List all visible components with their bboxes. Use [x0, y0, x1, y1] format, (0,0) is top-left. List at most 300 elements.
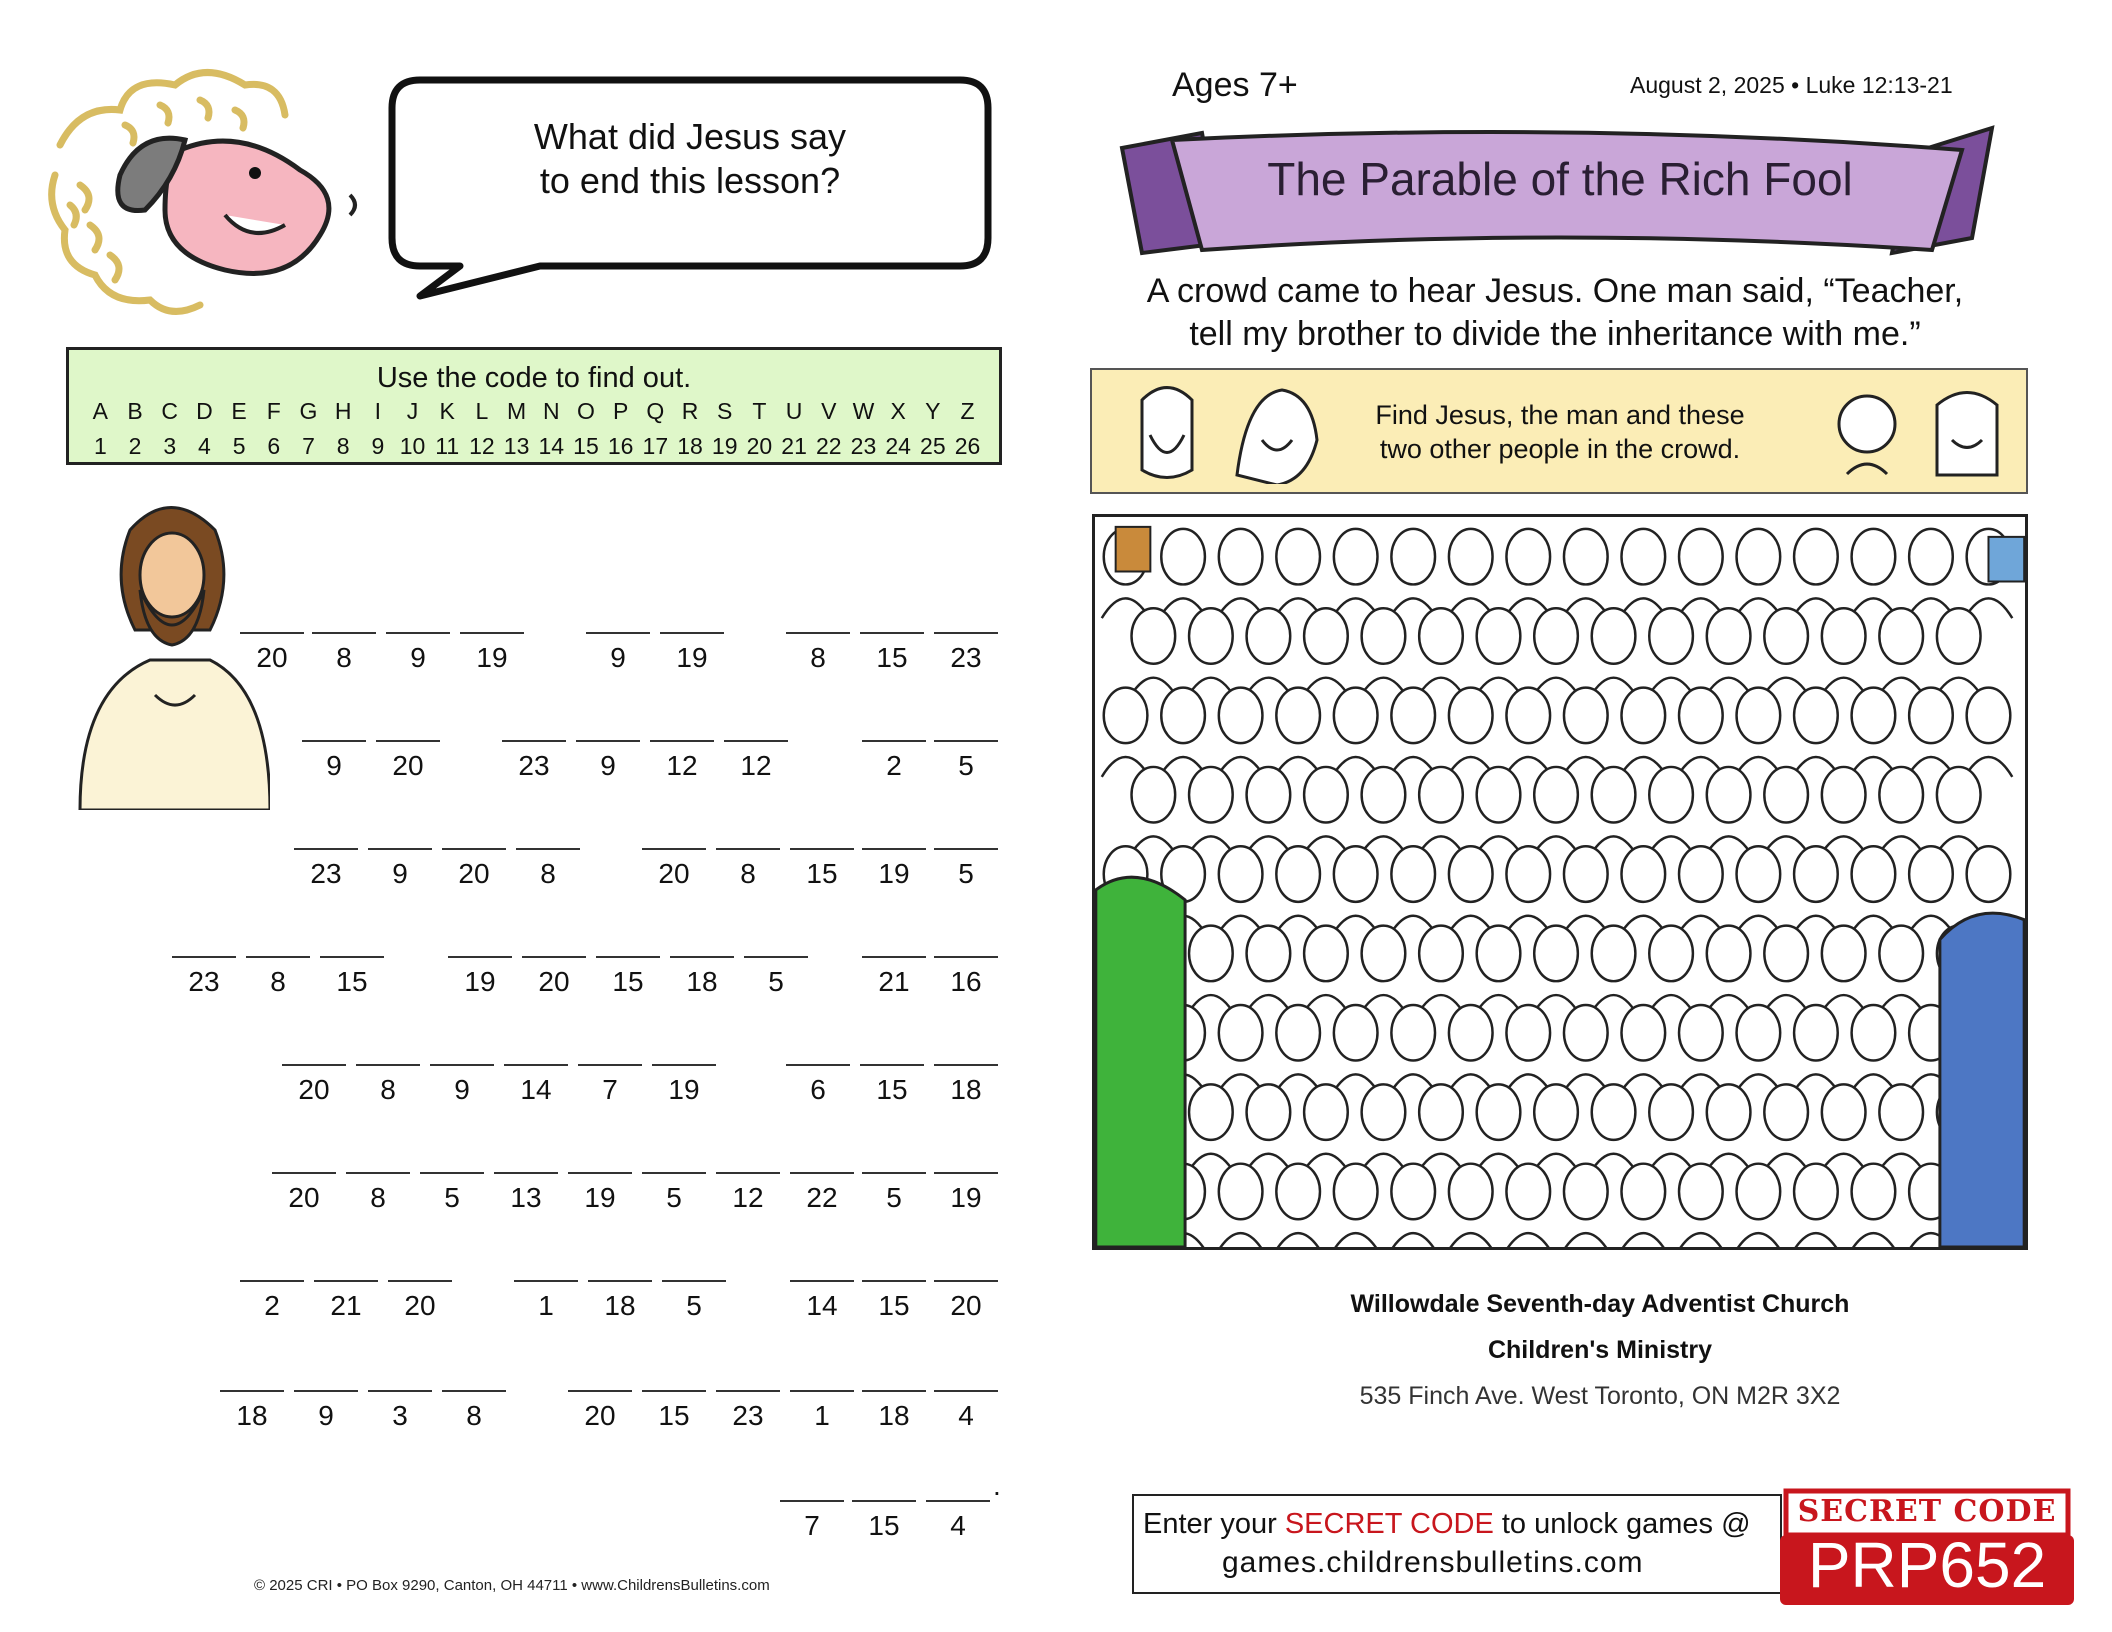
blank-line — [744, 956, 808, 958]
crowd-person — [1534, 1084, 1578, 1140]
answer-blank[interactable] — [744, 956, 808, 998]
code-number-clue: 1 — [814, 1400, 830, 1431]
crowd-person — [1879, 926, 1923, 982]
code-number-clue: 18 — [950, 1074, 982, 1105]
code-number-clue: 12 — [666, 750, 698, 781]
answer-blank[interactable] — [240, 632, 304, 674]
crowd-person — [1679, 688, 1723, 744]
church-ministry: Children's Ministry — [1487, 1336, 1713, 1364]
code-number-clue: 9 — [326, 750, 342, 781]
crowd-person — [1707, 767, 1751, 823]
crowd-person — [1391, 688, 1435, 744]
answer-blank[interactable] — [576, 740, 640, 782]
code-number: 19 — [711, 433, 738, 459]
crowd-person-body — [1735, 1233, 1783, 1250]
answer-blank[interactable] — [716, 848, 780, 890]
games-prefix: Enter your — [1143, 1508, 1285, 1540]
answer-blank[interactable] — [516, 848, 580, 890]
answer-blank[interactable] — [246, 956, 310, 998]
crowd-person — [1477, 926, 1521, 982]
blank-line — [586, 632, 650, 634]
find-text — [1330, 398, 1790, 466]
code-letter: J — [406, 398, 419, 424]
answer-blank[interactable] — [852, 1500, 916, 1542]
code-title: Use the code to find out. — [376, 362, 692, 394]
answer-blank[interactable] — [790, 848, 854, 890]
crowd-person — [1967, 688, 2011, 744]
crowd-person-body — [1504, 1233, 1552, 1250]
code-number-clue: 18 — [686, 966, 718, 997]
code-number-clue: 12 — [732, 1182, 764, 1213]
code-number-clue: 18 — [236, 1400, 268, 1431]
blank-line — [576, 740, 640, 742]
code-number-clue: 3 — [392, 1400, 408, 1431]
answer-blank[interactable] — [442, 1390, 506, 1432]
crowd-person — [1477, 1084, 1521, 1140]
blank-line — [246, 956, 310, 958]
code-number-clue: 15 — [658, 1400, 690, 1431]
blank-line — [934, 1390, 998, 1392]
blank-line — [430, 1064, 494, 1066]
blank-line — [860, 632, 924, 634]
code-letter: H — [334, 398, 352, 424]
crowd-person — [1879, 767, 1923, 823]
code-number-clue: 23 — [310, 858, 342, 889]
crowd-person — [1132, 767, 1176, 823]
answer-blank[interactable] — [786, 632, 850, 674]
answer-blank[interactable] — [786, 1064, 850, 1106]
story-line-1: A crowd came to hear Jesus. One man said, “Teacher, — [1146, 272, 1964, 310]
answer-blank[interactable] — [568, 1172, 632, 1214]
blank-line — [934, 1064, 998, 1066]
blank-line — [862, 740, 926, 742]
answer-blank[interactable] — [320, 956, 384, 998]
answer-blank[interactable] — [578, 1064, 642, 1106]
code-number: 14 — [538, 433, 565, 459]
answer-blank[interactable] — [790, 1390, 854, 1432]
games-suffix: to unlock games @ — [1493, 1508, 1751, 1540]
blank-line — [578, 1064, 642, 1066]
answer-blank[interactable] — [934, 956, 998, 998]
blank-line — [312, 632, 376, 634]
crowd-person — [1794, 529, 1838, 585]
code-letter: L — [475, 398, 489, 424]
crowd-person — [1592, 767, 1636, 823]
code-number-clue: 5 — [886, 1182, 902, 1213]
secret-code-value: PRP652 — [1807, 1529, 2047, 1601]
code-number: 24 — [885, 433, 911, 459]
crowd-person — [1189, 608, 1233, 664]
crowd-person — [1189, 926, 1233, 982]
blank-line — [294, 1390, 358, 1392]
crowd-person — [1449, 846, 1493, 902]
code-number-clue: 20 — [288, 1182, 320, 1213]
blank-line — [442, 1390, 506, 1392]
crowd-person — [1852, 688, 1896, 744]
answer-blank[interactable] — [522, 956, 586, 998]
code-number-clue: 18 — [878, 1400, 910, 1431]
crowd-person — [1621, 846, 1665, 902]
blank-line — [790, 1390, 854, 1392]
blank-line — [780, 1500, 844, 1502]
crowd-person — [1967, 846, 2011, 902]
crowd-person — [1564, 846, 1608, 902]
answer-blank[interactable] — [862, 1172, 926, 1214]
crowd-person — [1764, 608, 1808, 664]
code-letter: C — [161, 398, 179, 424]
crowd-person — [1419, 1084, 1463, 1140]
crowd-person — [1304, 1084, 1348, 1140]
church-name: Willowdale Seventh-day Adventist Church — [1350, 1290, 1850, 1318]
answer-blank[interactable] — [272, 1172, 336, 1214]
code-number-clue: 12 — [740, 750, 772, 781]
answer-blank[interactable] — [642, 848, 706, 890]
crowd-person — [1822, 767, 1866, 823]
blank-line — [862, 848, 926, 850]
blank-line — [786, 1064, 850, 1066]
crowd-person — [1132, 608, 1176, 664]
crowd-person — [1707, 926, 1751, 982]
blank-line — [934, 1172, 998, 1174]
crowd-person — [1564, 688, 1608, 744]
code-number-clue: 20 — [538, 966, 570, 997]
code-number-clue: 18 — [604, 1290, 636, 1321]
crowd-person — [1649, 767, 1693, 823]
answer-blank[interactable] — [494, 1172, 558, 1214]
code-number-clue: 19 — [476, 642, 508, 673]
crowd-person — [1449, 688, 1493, 744]
code-number-clue: 20 — [658, 858, 690, 889]
blank-line — [670, 956, 734, 958]
answer-blank[interactable] — [502, 740, 566, 782]
answer-blank[interactable] — [282, 1064, 346, 1106]
answer-blank[interactable] — [860, 1064, 924, 1106]
blank-line — [934, 848, 998, 850]
answer-blank[interactable] — [716, 1172, 780, 1214]
code-number-clue: 5 — [686, 1290, 702, 1321]
blank-line — [302, 740, 366, 742]
crowd-person — [1822, 1084, 1866, 1140]
crowd-person-body — [1562, 1233, 1610, 1250]
crowd-person — [1477, 767, 1521, 823]
crowd-person — [1852, 846, 1896, 902]
crowd-person — [1506, 1164, 1550, 1220]
crowd-person — [1391, 846, 1435, 902]
crowd-person — [1649, 926, 1693, 982]
page-title: The Parable of the Rich Fool — [1267, 153, 1853, 205]
code-number-clue: 21 — [878, 966, 910, 997]
code-number-clue: 9 — [454, 1074, 470, 1105]
code-number: 7 — [302, 433, 315, 459]
blank-line — [790, 1280, 854, 1282]
answer-blank[interactable] — [670, 956, 734, 998]
crowd-person — [1219, 529, 1263, 585]
code-number-clue: 19 — [878, 858, 910, 889]
answer-blank[interactable] — [376, 740, 440, 782]
crowd-person — [1707, 608, 1751, 664]
crowd-person — [1506, 1005, 1550, 1061]
blank-line — [642, 1390, 706, 1392]
answer-blank[interactable] — [642, 1172, 706, 1214]
code-letter: D — [196, 398, 213, 424]
code-number: 5 — [232, 433, 246, 459]
code-letter: P — [612, 398, 629, 424]
blank-line — [790, 1172, 854, 1174]
code-number-clue: 5 — [768, 966, 784, 997]
code-letter: U — [785, 398, 803, 424]
code-number-clue: 19 — [676, 642, 708, 673]
crowd-person — [1707, 1084, 1751, 1140]
crowd-person-body — [1792, 1233, 1840, 1250]
crowd-person — [1852, 1164, 1896, 1220]
code-number: 18 — [677, 433, 703, 459]
code-number-clue: 9 — [410, 642, 426, 673]
answer-blank[interactable] — [588, 1280, 652, 1322]
code-letter: X — [890, 398, 906, 424]
code-number: 17 — [642, 433, 669, 459]
code-number: 8 — [336, 433, 350, 459]
crowd-person — [1304, 926, 1348, 982]
code-letter: K — [439, 398, 455, 424]
crowd-person-body — [1677, 1233, 1725, 1250]
answer-blank[interactable] — [314, 1280, 378, 1322]
crowd-person — [1737, 1164, 1781, 1220]
code-number-clue: 19 — [668, 1074, 700, 1105]
code-letter: T — [752, 398, 767, 424]
crowd-person — [1621, 688, 1665, 744]
code-number-clue: 2 — [886, 750, 902, 781]
answer-blank[interactable] — [934, 740, 998, 782]
answer-blank[interactable] — [596, 956, 660, 998]
code-number: 12 — [469, 433, 495, 459]
code-number-clue: 1 — [538, 1290, 554, 1321]
code-letter: V — [821, 398, 837, 424]
answer-blank[interactable] — [430, 1064, 494, 1106]
code-number-clue: 23 — [732, 1400, 764, 1431]
code-letter: I — [374, 398, 382, 424]
answer-blank[interactable] — [504, 1064, 568, 1106]
crowd-person — [1304, 608, 1348, 664]
code-number-clue: 9 — [318, 1400, 334, 1431]
crowd-person — [1161, 529, 1205, 585]
code-number-clue: 8 — [740, 858, 756, 889]
answer-blank[interactable] — [642, 1390, 706, 1432]
code-number: 4 — [198, 433, 211, 459]
code-number: 21 — [781, 433, 807, 459]
question-line-1: What did Jesus say — [533, 116, 847, 157]
code-number-clue: 14 — [520, 1074, 552, 1105]
code-number-clue: 15 — [612, 966, 644, 997]
find-line-2: two other people in the crowd. — [1379, 434, 1741, 464]
answer-blank[interactable] — [862, 1280, 926, 1322]
crowd-person — [1852, 1005, 1896, 1061]
crowd-person — [1449, 1164, 1493, 1220]
blank-line — [716, 1390, 780, 1392]
blank-line — [934, 1280, 998, 1282]
answer-blank[interactable] — [294, 848, 358, 890]
answer-blank[interactable] — [934, 1172, 998, 1214]
blank-line — [934, 956, 998, 958]
crowd-person — [1334, 1164, 1378, 1220]
blank-line — [346, 1172, 410, 1174]
blank-line — [240, 1280, 304, 1282]
blank-line — [386, 632, 450, 634]
code-number-clue: 8 — [380, 1074, 396, 1105]
answer-blank[interactable] — [860, 632, 924, 674]
answer-blank[interactable] — [862, 848, 926, 890]
crowd-person — [1649, 1084, 1693, 1140]
headscarf-man-icon — [1222, 380, 1322, 484]
code-number: 9 — [371, 433, 385, 459]
crowd-person — [1879, 608, 1923, 664]
crowd-person — [1592, 608, 1636, 664]
answer-blank[interactable] — [934, 1280, 998, 1322]
crowd-person — [1276, 1005, 1320, 1061]
crowd-person — [1334, 1005, 1378, 1061]
crowd-person — [1909, 846, 1953, 902]
crowd-person-body — [1332, 1233, 1380, 1250]
blank-line — [568, 1172, 632, 1174]
blank-line — [934, 740, 998, 742]
code-number: 22 — [815, 433, 842, 459]
crowd-person-body — [1389, 1233, 1437, 1250]
crowd-person — [1419, 926, 1463, 982]
answer-blank[interactable] — [660, 632, 724, 674]
answer-blank[interactable] — [650, 740, 714, 782]
answer-blank[interactable] — [926, 1500, 990, 1542]
crowd-person — [1852, 529, 1896, 585]
answer-blank[interactable] — [586, 632, 650, 674]
crowd-person — [1506, 688, 1550, 744]
answer-blank[interactable] — [172, 956, 236, 998]
answer-blank[interactable] — [716, 1390, 780, 1432]
church-address: 535 Finch Ave. West Toronto, ON M2R 3X2 — [1359, 1382, 1841, 1410]
code-number-clue: 8 — [370, 1182, 386, 1213]
code-letter: E — [231, 398, 247, 424]
answer-blank[interactable] — [294, 1390, 358, 1432]
answer-blank[interactable] — [368, 848, 432, 890]
secret-code-label: SECRET CODE — [1797, 1494, 2057, 1529]
answer-blank[interactable] — [312, 632, 376, 674]
answer-blank[interactable] — [652, 1064, 716, 1106]
crowd-person — [1449, 529, 1493, 585]
crowd-person — [1794, 1005, 1838, 1061]
answer-blank[interactable] — [448, 956, 512, 998]
crowd-person — [1362, 1084, 1406, 1140]
blank-line — [642, 1172, 706, 1174]
answer-blank[interactable] — [460, 632, 524, 674]
answer-blank[interactable] — [934, 632, 998, 674]
crowd-person — [1764, 767, 1808, 823]
find-line-1: Find Jesus, the man and these — [1375, 400, 1745, 430]
crowd-person — [1737, 529, 1781, 585]
blank-line — [294, 848, 358, 850]
answer-blank[interactable] — [442, 848, 506, 890]
code-number-clue: 4 — [950, 1510, 966, 1541]
crowd-person — [1737, 1005, 1781, 1061]
blank-line — [652, 1064, 716, 1066]
code-number-clue: 9 — [610, 642, 626, 673]
blank-line — [368, 1390, 432, 1392]
games-url[interactable]: games.childrensbulletins.com — [1222, 1546, 1644, 1579]
code-letter: W — [852, 398, 875, 424]
answer-blank[interactable] — [862, 1390, 926, 1432]
answer-blank[interactable] — [780, 1500, 844, 1542]
answer-blank[interactable] — [388, 1280, 452, 1322]
code-letter: M — [507, 398, 527, 424]
crowd-person — [1937, 767, 1981, 823]
answer-blank[interactable] — [790, 1172, 854, 1214]
blank-line — [596, 956, 660, 958]
code-number: 26 — [954, 433, 981, 459]
crowd-person — [1621, 529, 1665, 585]
crowd-person-body — [1217, 1233, 1265, 1250]
answer-blank[interactable] — [514, 1280, 578, 1322]
code-number-clue: 5 — [444, 1182, 460, 1213]
answer-blank[interactable] — [934, 1390, 998, 1432]
copyright-text: © 2025 CRI • PO Box 9290, Canton, OH 44711 • www.ChildrensBulletins.com — [254, 1577, 770, 1594]
bearded-man-icon — [1122, 380, 1212, 484]
answer-blank[interactable] — [346, 1172, 410, 1214]
answer-blank[interactable] — [356, 1064, 420, 1106]
code-number-clue: 22 — [806, 1182, 838, 1213]
blank-line — [272, 1172, 336, 1174]
code-number-clue: 5 — [958, 858, 974, 889]
crowd-person — [1276, 529, 1320, 585]
code-number-clue: 8 — [336, 642, 352, 673]
answer-blank[interactable] — [790, 1280, 854, 1322]
answer-blank[interactable] — [862, 740, 926, 782]
crowd-person — [1764, 926, 1808, 982]
answer-blank[interactable] — [386, 632, 450, 674]
crowd-person-body — [1620, 1233, 1668, 1250]
answer-blank[interactable] — [368, 1390, 432, 1432]
code-number-clue: 20 — [256, 642, 288, 673]
answer-blank[interactable] — [934, 1064, 998, 1106]
crowd-person — [1822, 608, 1866, 664]
blank-line — [790, 848, 854, 850]
code-number-clue: 9 — [392, 858, 408, 889]
answer-blank[interactable] — [240, 1280, 304, 1322]
answer-blank[interactable] — [420, 1172, 484, 1214]
code-letter: B — [127, 398, 143, 424]
code-number-clue: 23 — [188, 966, 220, 997]
crowd-person — [1621, 1005, 1665, 1061]
answer-blank[interactable] — [862, 956, 926, 998]
code-number-clue: 8 — [540, 858, 556, 889]
code-number-clue: 15 — [806, 858, 838, 889]
answer-blank[interactable] — [662, 1280, 726, 1322]
answer-blank[interactable] — [934, 848, 998, 890]
crowd-person — [1276, 846, 1320, 902]
code-number-clue: 21 — [330, 1290, 362, 1321]
code-number-clue: 16 — [950, 966, 982, 997]
answer-blank[interactable] — [568, 1390, 632, 1432]
answer-blank[interactable] — [220, 1390, 284, 1432]
blank-line — [724, 740, 788, 742]
code-number-clue: 20 — [584, 1400, 616, 1431]
blank-line — [662, 1280, 726, 1282]
crowd-person — [1362, 926, 1406, 982]
answer-blank[interactable] — [302, 740, 366, 782]
code-number-clue: 8 — [810, 642, 826, 673]
crowd-person — [1822, 926, 1866, 982]
crowd-person — [1247, 1084, 1291, 1140]
answer-blank[interactable] — [724, 740, 788, 782]
code-numbers — [83, 433, 985, 460]
code-number: 25 — [920, 433, 946, 459]
code-letter: S — [717, 398, 733, 424]
